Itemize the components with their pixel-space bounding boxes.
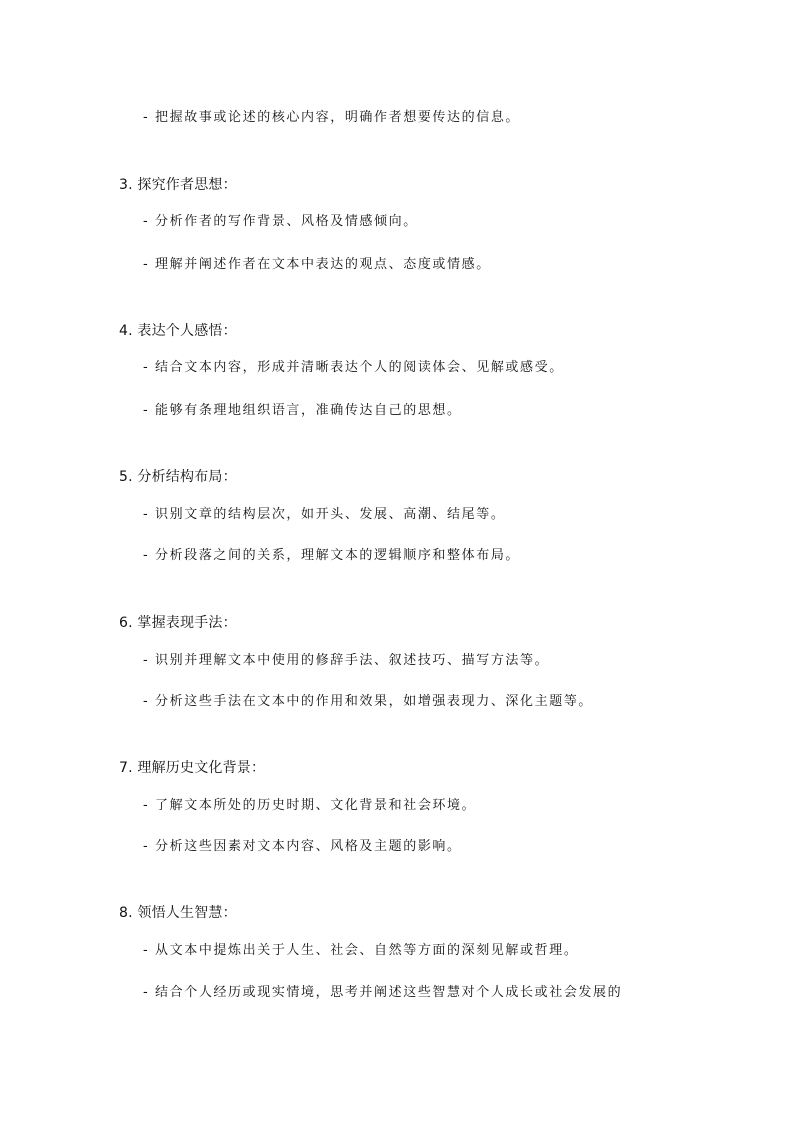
section-heading-5: 5. 分析结构布局：: [119, 469, 237, 485]
section-7-bullet-1: - 了解文本所处的历史时期、文化背景和社会环境。: [143, 798, 477, 813]
section-6-bullet-2: - 分析这些手法在文本中的作用和效果，如增强表现力、深化主题等。: [143, 694, 594, 709]
section-5-bullet-2: - 分析段落之间的关系，理解文本的逻辑顺序和整体布局。: [143, 548, 521, 563]
section-4-bullet-2: - 能够有条理地组织语言，准确传达自己的思想。: [143, 403, 462, 418]
section-4-bullet-1: - 结合文本内容，形成并清晰表达个人的阅读体会、见解或感受。: [143, 360, 564, 375]
section-6-bullet-1: - 识别并理解文本中使用的修辞手法、叙述技巧、描写方法等。: [143, 653, 550, 668]
intro-bullet: - 把握故事或论述的核心内容，明确作者想要传达的信息。: [143, 110, 521, 125]
section-heading-6: 6. 掌握表现手法：: [119, 615, 237, 631]
section-heading-3: 3. 探究作者思想：: [119, 177, 237, 193]
section-3-bullet-2: - 理解并阐述作者在文本中表达的观点、态度或情感。: [143, 257, 491, 272]
section-5-bullet-1: - 识别文章的结构层次，如开头、发展、高潮、结尾等。: [143, 507, 506, 522]
section-heading-7: 7. 理解历史文化背景：: [119, 760, 266, 776]
section-7-bullet-2: - 分析这些因素对文本内容、风格及主题的影响。: [143, 839, 462, 854]
section-8-bullet-1: - 从文本中提炼出关于人生、社会、自然等方面的深刻见解或哲理。: [143, 943, 579, 958]
section-3-bullet-1: - 分析作者的写作背景、风格及情感倾向。: [143, 214, 418, 229]
section-heading-4: 4. 表达个人感悟：: [119, 323, 237, 339]
section-heading-8: 8. 领悟人生智慧：: [119, 905, 237, 921]
section-8-bullet-2: - 结合个人经历或现实情境，思考并阐述这些智慧对个人成长或社会发展的: [143, 985, 623, 1000]
